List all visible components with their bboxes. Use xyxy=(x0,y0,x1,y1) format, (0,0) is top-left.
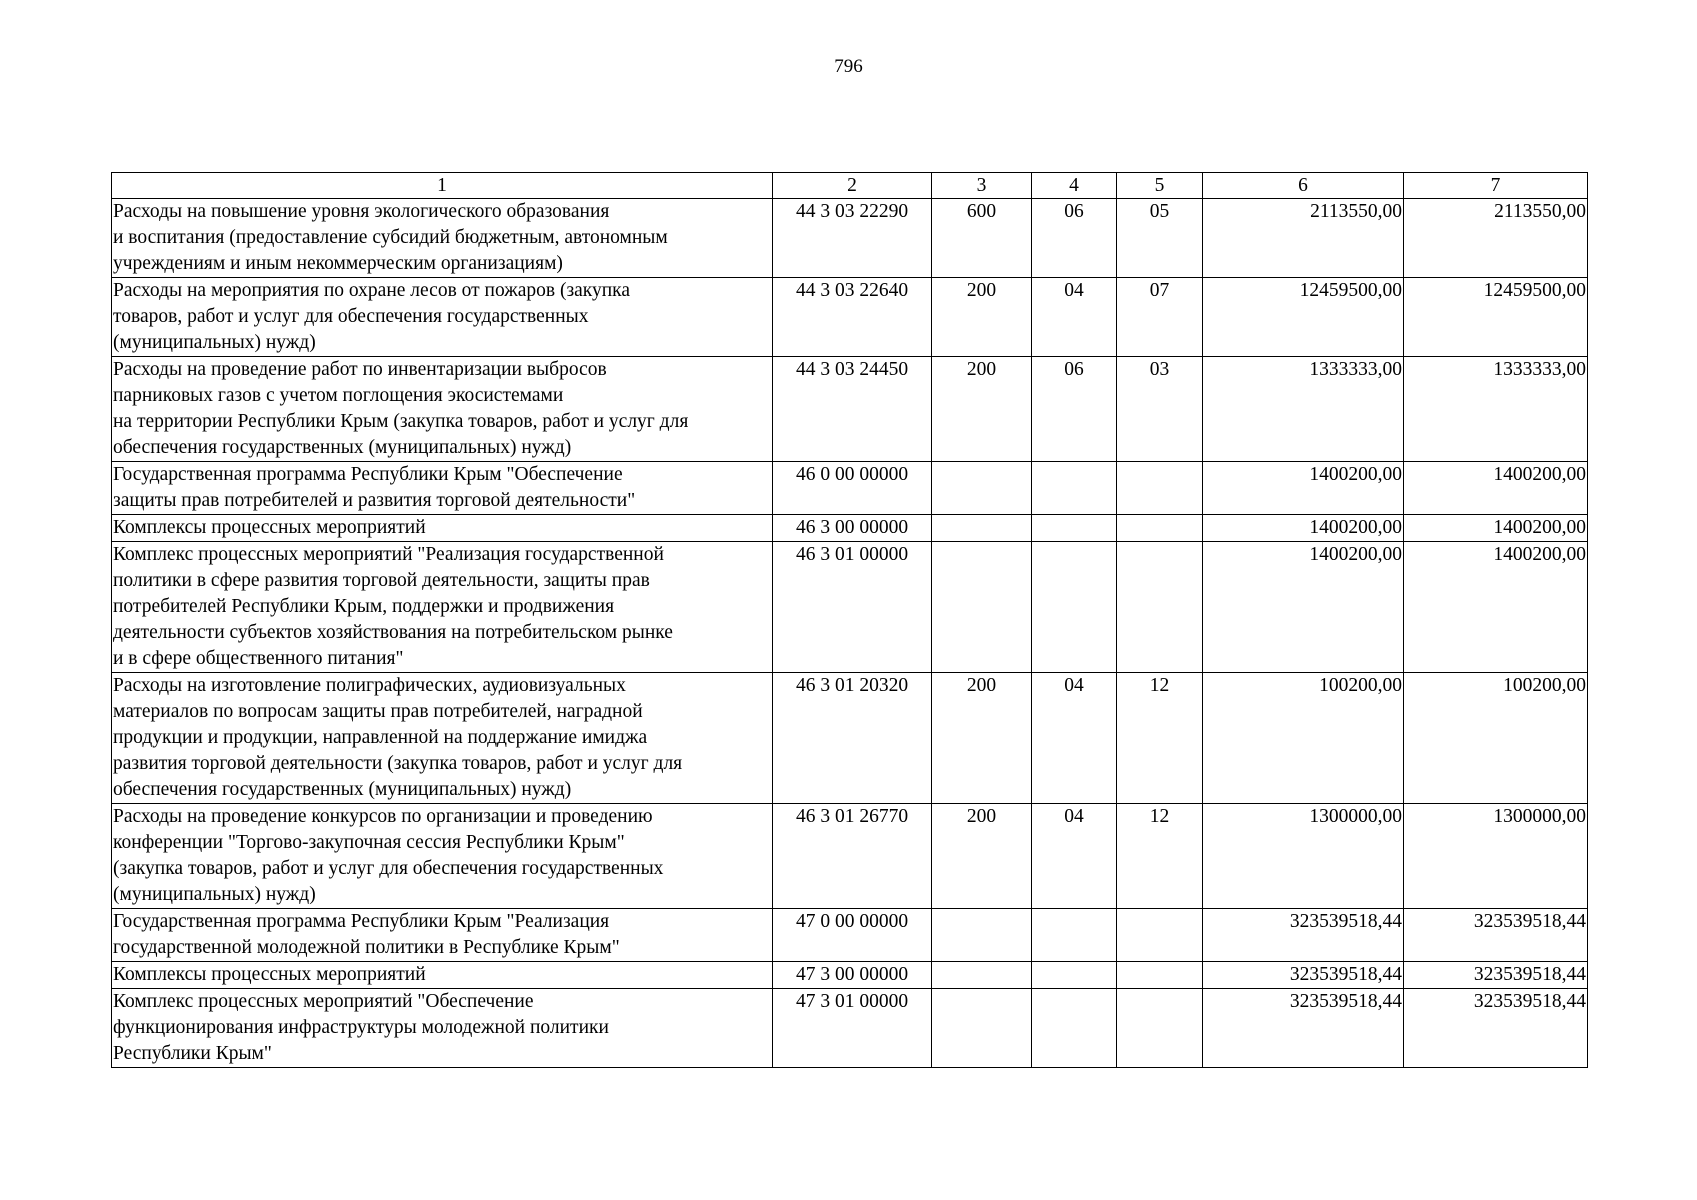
amount-cell-6: 1400200,00 xyxy=(1203,462,1404,515)
section-cell xyxy=(1032,542,1117,673)
row-name-cell: Комплексы процессных мероприятий xyxy=(112,515,773,542)
column-header: 5 xyxy=(1117,173,1203,199)
subsection-cell: 07 xyxy=(1117,278,1203,357)
row-name-cell: Расходы на мероприятия по охране лесов от пожаров (закупка товаров, работ и услуг для обеспечения государственных (муниципальных) нужд) xyxy=(112,278,773,357)
table-body xyxy=(112,199,1588,1068)
target-article-cell: 44 3 03 22640 xyxy=(773,278,932,357)
subsection-cell: 05 xyxy=(1117,199,1203,278)
section-cell: 06 xyxy=(1032,199,1117,278)
target-article-cell: 46 3 01 26770 xyxy=(773,804,932,909)
expense-type-cell: 200 xyxy=(932,673,1032,804)
amount-cell-7: 2113550,00 xyxy=(1404,199,1588,278)
row-name-cell: Государственная программа Республики Крым "Обеспечение защиты прав потребителей и развития торговой деятельности" xyxy=(112,462,773,515)
expense-type-cell xyxy=(932,962,1032,989)
row-name-cell: Расходы на изготовление полиграфических, аудиовизуальных материалов по вопросам защиты прав потребителей, наградной продукции и продукции, направленной на поддержание имиджа развития торговой деятельности (закупка товаров, работ и услуг для обеспечения государственных (муниципальных) нужд) xyxy=(112,673,773,804)
column-header: 3 xyxy=(932,173,1032,199)
amount-cell-6: 323539518,44 xyxy=(1203,989,1404,1068)
section-cell xyxy=(1032,462,1117,515)
section-cell xyxy=(1032,909,1117,962)
column-header: 6 xyxy=(1203,173,1404,199)
row-name-cell: Комплекс процессных мероприятий "Реализация государственной политики в сфере развития торговой деятельности, защиты прав потребителей Республики Крым, поддержки и продвижения деятельности субъектов хозяйствования на потребительском рынке и в сфере общественного питания" xyxy=(112,542,773,673)
table-row xyxy=(112,278,1588,357)
target-article-cell: 44 3 03 22290 xyxy=(773,199,932,278)
subsection-cell xyxy=(1117,989,1203,1068)
amount-cell-6: 12459500,00 xyxy=(1203,278,1404,357)
row-name-cell: Комплекс процессных мероприятий "Обеспечение функционирования инфраструктуры молодежной политики Республики Крым" xyxy=(112,989,773,1068)
amount-cell-6: 1400200,00 xyxy=(1203,542,1404,673)
section-cell: 04 xyxy=(1032,278,1117,357)
row-name-cell: Расходы на проведение конкурсов по организации и проведению конференции "Торгово-закупочная сессия Республики Крым" (закупка товаров, работ и услуг для обеспечения государственных (муниципальных) нужд) xyxy=(112,804,773,909)
expense-type-cell xyxy=(932,542,1032,673)
amount-cell-6: 323539518,44 xyxy=(1203,962,1404,989)
subsection-cell xyxy=(1117,515,1203,542)
amount-cell-7: 1333333,00 xyxy=(1404,357,1588,462)
subsection-cell: 12 xyxy=(1117,804,1203,909)
section-cell xyxy=(1032,962,1117,989)
target-article-cell: 47 3 01 00000 xyxy=(773,989,932,1068)
column-header: 1 xyxy=(112,173,773,199)
subsection-cell xyxy=(1117,909,1203,962)
table-row xyxy=(112,462,1588,515)
expense-type-cell: 200 xyxy=(932,357,1032,462)
table-row xyxy=(112,515,1588,542)
subsection-cell xyxy=(1117,542,1203,673)
amount-cell-7: 323539518,44 xyxy=(1404,989,1588,1068)
target-article-cell: 47 0 00 00000 xyxy=(773,909,932,962)
table-row xyxy=(112,673,1588,804)
subsection-cell xyxy=(1117,462,1203,515)
expense-type-cell: 600 xyxy=(932,199,1032,278)
amount-cell-6: 323539518,44 xyxy=(1203,909,1404,962)
expense-type-cell xyxy=(932,989,1032,1068)
target-article-cell: 47 3 00 00000 xyxy=(773,962,932,989)
table-row xyxy=(112,357,1588,462)
row-name-cell: Государственная программа Республики Крым "Реализация государственной молодежной политики в Республике Крым" xyxy=(112,909,773,962)
amount-cell-6: 1333333,00 xyxy=(1203,357,1404,462)
amount-cell-6: 100200,00 xyxy=(1203,673,1404,804)
section-cell: 06 xyxy=(1032,357,1117,462)
table-row xyxy=(112,989,1588,1068)
row-name-cell: Расходы на проведение работ по инвентаризации выбросов парниковых газов с учетом поглощения экосистемами на территории Республики Крым (закупка товаров, работ и услуг для обеспечения государственных (муниципальных) нужд) xyxy=(112,357,773,462)
subsection-cell: 12 xyxy=(1117,673,1203,804)
amount-cell-7: 1300000,00 xyxy=(1404,804,1588,909)
table-row xyxy=(112,909,1588,962)
section-cell: 04 xyxy=(1032,673,1117,804)
page-number: 796 xyxy=(834,56,863,77)
table-row xyxy=(112,199,1588,278)
expense-type-cell xyxy=(932,909,1032,962)
amount-cell-7: 100200,00 xyxy=(1404,673,1588,804)
column-number-row xyxy=(112,173,1588,199)
target-article-cell: 46 3 01 20320 xyxy=(773,673,932,804)
target-article-cell: 46 3 01 00000 xyxy=(773,542,932,673)
expense-type-cell: 200 xyxy=(932,278,1032,357)
column-header: 4 xyxy=(1032,173,1117,199)
amount-cell-7: 323539518,44 xyxy=(1404,962,1588,989)
target-article-cell: 46 0 00 00000 xyxy=(773,462,932,515)
table-row xyxy=(112,962,1588,989)
budget-table xyxy=(111,172,1588,1068)
target-article-cell: 44 3 03 24450 xyxy=(773,357,932,462)
amount-cell-7: 12459500,00 xyxy=(1404,278,1588,357)
section-cell xyxy=(1032,515,1117,542)
subsection-cell: 03 xyxy=(1117,357,1203,462)
row-name-cell: Расходы на повышение уровня экологического образования и воспитания (предоставление субсидий бюджетным, автономным учреждениям и иным некоммерческим организациям) xyxy=(112,199,773,278)
subsection-cell xyxy=(1117,962,1203,989)
column-header: 2 xyxy=(773,173,932,199)
amount-cell-6: 1400200,00 xyxy=(1203,515,1404,542)
row-name-cell: Комплексы процессных мероприятий xyxy=(112,962,773,989)
section-cell: 04 xyxy=(1032,804,1117,909)
amount-cell-6: 2113550,00 xyxy=(1203,199,1404,278)
section-cell xyxy=(1032,989,1117,1068)
table-row xyxy=(112,804,1588,909)
amount-cell-7: 1400200,00 xyxy=(1404,515,1588,542)
expense-type-cell xyxy=(932,462,1032,515)
expense-type-cell xyxy=(932,515,1032,542)
table-row xyxy=(112,542,1588,673)
amount-cell-7: 1400200,00 xyxy=(1404,462,1588,515)
amount-cell-7: 1400200,00 xyxy=(1404,542,1588,673)
column-header: 7 xyxy=(1404,173,1588,199)
expense-type-cell: 200 xyxy=(932,804,1032,909)
target-article-cell: 46 3 00 00000 xyxy=(773,515,932,542)
amount-cell-6: 1300000,00 xyxy=(1203,804,1404,909)
amount-cell-7: 323539518,44 xyxy=(1404,909,1588,962)
